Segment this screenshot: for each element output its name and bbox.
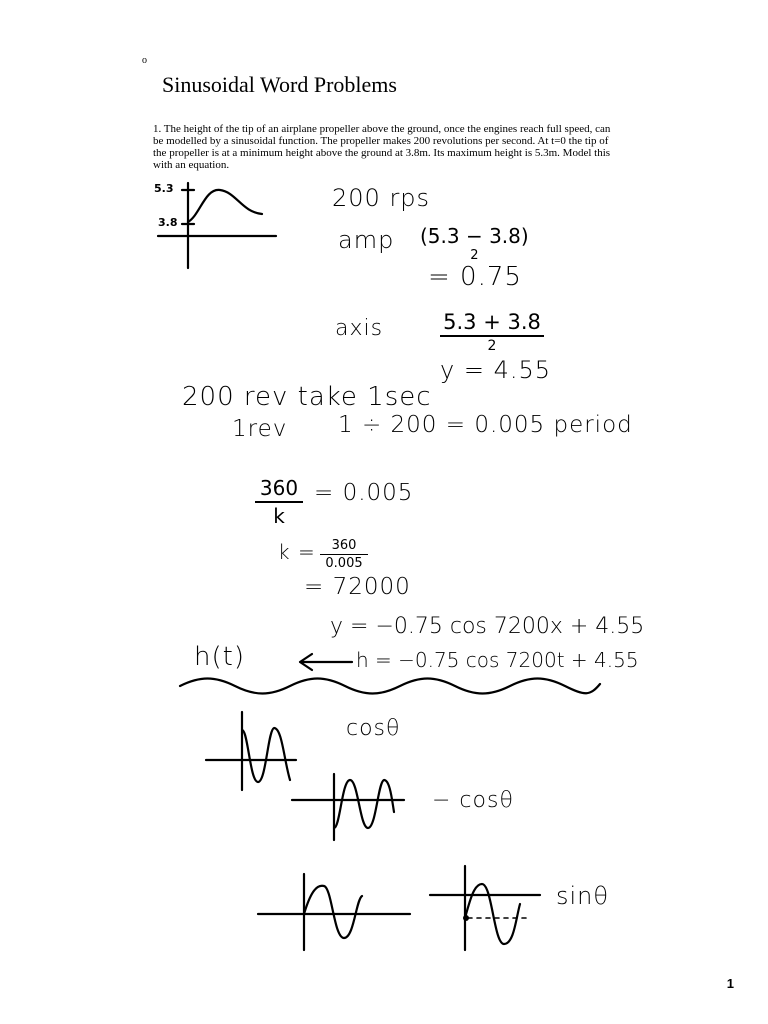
- sketch-label-max: 5.3: [154, 182, 174, 195]
- arrow-to-ht: [300, 654, 352, 670]
- k-fraction-bar: [255, 501, 303, 503]
- k-result: = 72000: [304, 574, 411, 600]
- k-equation-result: = 0.005: [314, 480, 414, 506]
- sin-right-curve: [465, 884, 520, 944]
- rev-line-1: 200 rev take 1sec: [182, 382, 432, 412]
- wavy-divider: [180, 679, 600, 694]
- ht-label: h(t): [194, 642, 245, 672]
- sketch-curve: [188, 190, 262, 222]
- sin-label: sinθ: [556, 882, 610, 910]
- rev-line-2-right: 1 ÷ 200 = 0.005 period: [338, 412, 633, 438]
- rps-note: 200 rps: [332, 184, 431, 212]
- corner-mark: o: [142, 55, 147, 66]
- rev-line-2-left: 1rev: [232, 416, 288, 442]
- axis-result: y = 4.55: [440, 356, 552, 384]
- axis-fraction-bar: [440, 335, 544, 337]
- k-label: k =: [278, 540, 316, 564]
- neg-cos-curve: [334, 780, 394, 828]
- sin-right-origin-dot: [463, 915, 469, 921]
- amp-denominator: 2: [470, 248, 479, 263]
- k2-fraction-bar: [320, 554, 368, 555]
- k-denominator: k: [273, 504, 285, 528]
- problem-text: 1. The height of the tip of an airplane propeller above the ground, once the engines reach full speed, can be modelled by a sinusoidal function. The propeller makes 200 revolutions per second. At t=0 the tip of the propeller is at a minimum height above the ground at 3.8m. Its maximum height is 5.3m. Model this with an equation.: [153, 123, 611, 171]
- page-title: Sinusoidal Word Problems: [162, 72, 397, 97]
- page-number: 1: [726, 976, 734, 991]
- cos-curve: [242, 728, 290, 782]
- amp-numerator: (5.3 − 3.8): [420, 224, 529, 248]
- axis-label: axis: [335, 316, 384, 341]
- axis-denominator: 2: [487, 338, 497, 354]
- axis-fraction: [440, 310, 544, 354]
- sin-left-curve: [304, 886, 362, 938]
- k2-fraction: [320, 538, 368, 571]
- axis-numerator: 5.3 + 3.8: [443, 310, 541, 334]
- k2-denominator: 0.005: [325, 556, 363, 571]
- amp-fraction: [420, 224, 529, 263]
- k2-numerator: 360: [331, 538, 357, 553]
- amp-result: = 0.75: [428, 262, 522, 292]
- neg-cos-label: − cosθ: [432, 788, 514, 813]
- equation-h: h = −0.75 cos 7200t + 4.55: [356, 648, 639, 672]
- amp-label: amp: [338, 226, 395, 254]
- k-fraction: [255, 476, 303, 528]
- cos-label: cosθ: [346, 716, 401, 741]
- k-numerator: 360: [259, 476, 299, 500]
- sketch-label-min: 3.8: [158, 216, 178, 229]
- equation-y: y = −0.75 cos 7200x + 4.55: [330, 614, 645, 639]
